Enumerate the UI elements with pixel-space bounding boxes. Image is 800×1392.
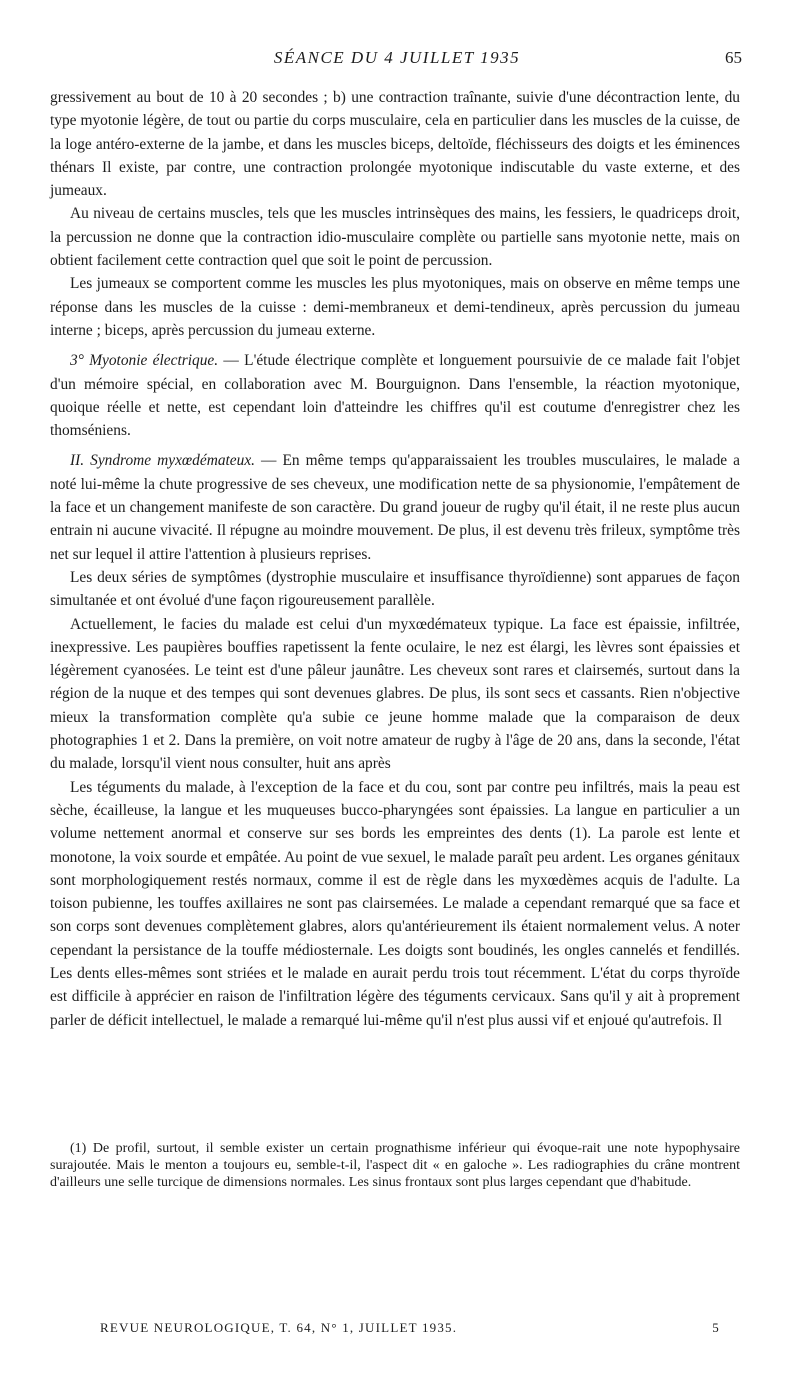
section-heading-syndrome-myxoedemateux: II. Syndrome myxœdémateux. [70, 452, 256, 470]
paragraph-jumeaux: Les jumeaux se comportent comme les muscles les plus myotoniques, mais on observe en même temps une réponse dans les muscles de la cuisse : demi-membraneux et demi-tendineux, après percussion du jumeau interne ; biceps, après percussion du jumeau externe. [50, 275, 740, 339]
paragraph-continuation: gressivement au bout de 10 à 20 secondes ; b) une contraction traînante, suivie d'une décontraction lente, du type myotonie légère, de tout ou partie du corps musculaire, cela en particulier dans les muscles de la cuisse, de la loge antéro-externe de la jambe, et dans les muscles biceps, deltoïde, fléchisseurs des doigts et les éminences thénars Il existe, par contre, une contraction prolongée myotonique indiscutable du vaste externe, et des jumeaux. [50, 89, 740, 200]
body-text [50, 86, 740, 1032]
paragraph-teguments: Les téguments du malade, à l'exception de la face et du cou, sont par contre peu infiltrés, mais la peau est sèche, écailleuse, la langue et les muqueuses bucco-pharyngées sont épaissies. La langue en particulier a un volume nettement anormal et conserve sur ses bords les empreintes des dents (1). La parole est lente et monotone, la voix sourde et empâtée. Au point de vue sexuel, le malade paraît peu ardent. Les organes génitaux sont morphologiquement restés normaux, comme il est de règle dans les myxœdèmes acquis de l'adulte. La toison pubienne, les touffes axillaires ne sont pas clairsemées. Le malade a cependant remarqué que sa face et son corps sont devenues complètement glabres, alors qu'antérieurement ils étaient normalement velus. A noter cependant la persistance de la touffe médiosternale. Les doigts sont boudinés, les ongles cannelés et fendillés. Les dents elles-mêmes sont striées et le malade en aurait perdu trois tout récemment. L'état du corps thyroïde est difficile à apprécier en raison de l'infiltration légère des téguments cervicaux. Sans qu'il y ait à proprement parler de déficit intellectuel, le malade a remarqué lui-même qu'il n'est plus aussi vif et enjoué qu'autrefois. Il [50, 778, 740, 1029]
paragraph-myotonie-electrique [50, 349, 740, 442]
page-header [52, 48, 742, 72]
section-text-syndrome-myxoedemateux: — En même temps qu'apparaissaient les troubles musculaires, le malade a noté lui-même la chute progressive de ses cheveux, une modification nette de sa physionomie, l'empâtement de la face et un changement manifeste de son caractère. Du grand joueur de rugby qu'il était, il ne reste plus aucun entrain ni aucune vivacité. Il répugne au moindre mouvement. De plus, il est devenu très frileux, symptôme très net sur lequel il attire l'attention à plusieurs reprises. [50, 452, 740, 563]
footnote-text: (1) De profil, surtout, il semble exister un certain prognathisme inférieur qui évoque-rait une note hypophysaire surajoutée. Mais le menton a toujours eu, semble-t-il, l'aspect dit « en galoche ». Les radiographies du crâne montrent d'ailleurs une selle turcique de dimensions normales. Les sinus frontaux sont plus larges cependant que d'habitude. [50, 1141, 740, 1191]
section-text-myotonie-electrique: — L'étude électrique complète et longuement poursuivie de ce malade fait l'objet d'un mémoire spécial, en collaboration avec M. Bourguignon. Dans l'ensemble, la réaction myotonique, quoique réelle et nette, est cependant loin d'atteindre les chiffres qu'il est coutume d'enregistrer chez les thomséniens. [50, 352, 740, 440]
paragraph-syndrome-myxoedemateux [50, 449, 740, 565]
paragraph-two-series: Les deux séries de symptômes (dystrophie musculaire et insuffisance thyroïdienne) sont apparues de façon simultanée et ont évolué d'une façon rigoureusement parallèle. [50, 568, 740, 610]
signature-mark: 5 [712, 1320, 720, 1335]
paragraph-muscle-levels: Au niveau de certains muscles, tels que les muscles intrinsèques des mains, les fessiers, le quadriceps droit, la percussion ne donne que la contraction idio-musculaire complète ou partielle sans myotonie nette, mais on obtient facilement cette contraction quel que soit le point de percussion. [50, 205, 740, 270]
section-heading-myotonie-electrique: 3° Myotonie électrique. [70, 352, 219, 370]
page-number: 65 [725, 48, 742, 67]
page-footer [100, 1320, 720, 1342]
paragraph-facies: Actuellement, le facies du malade est celui d'un myxœdémateux typique. La face est épaissie, infiltrée, inexpressive. Les paupières bouffies rapetissent la fente oculaire, le nez est élargi, les lèvres sont épaissies et légèrement cyanosées. Le teint est d'une pâleur jaunâtre. Les cheveux sont rares et clairsemés, surtout dans la région de la nuque et des tempes qui sont devenues glabres. De plus, ils sont secs et cassants. Rien n'objective mieux la transformation complète qu'a subie ce jeune homme malade que la comparaison de deux photographies 1 et 2. Dans la première, on voit notre amateur de rugby à l'âge de 20 ans, dans la seconde, l'état du malade, lorsqu'il vient nous consulter, huit ans après [50, 615, 740, 773]
running-title: SÉANCE DU 4 JUILLET 1935 [273, 48, 521, 67]
journal-citation: REVUE NEUROLOGIQUE, T. 64, N° 1, JUILLET 1935. [100, 1320, 458, 1335]
footnote [50, 1140, 740, 1192]
